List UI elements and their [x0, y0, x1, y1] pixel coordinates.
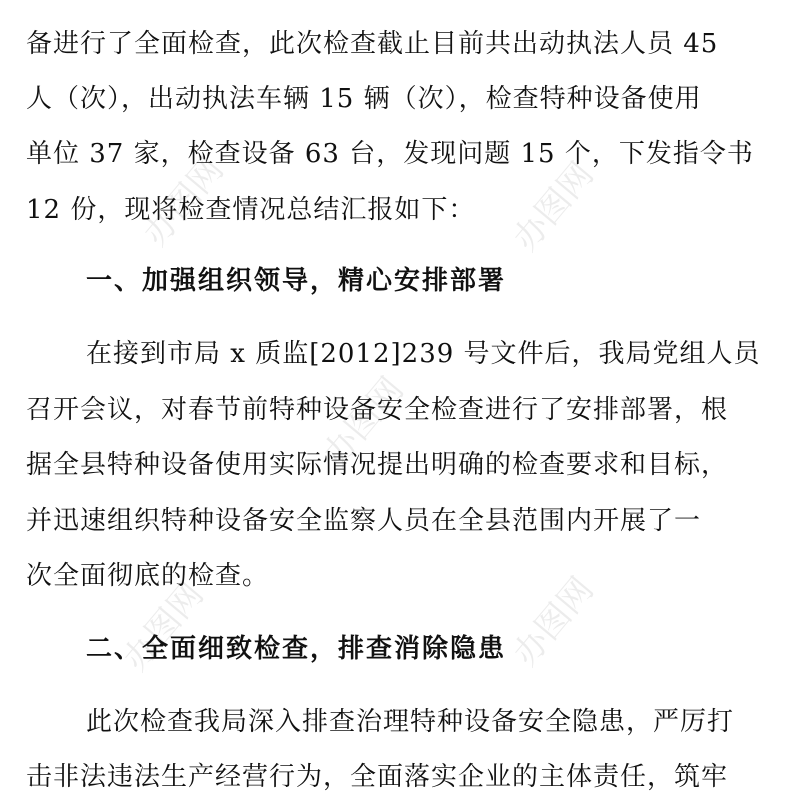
watermark: 办图网 [505, 569, 602, 674]
paragraph-line: 击非法违法生产经营行为，全面落实企业的主体责任，筑牢 [26, 762, 729, 792]
paragraph-line: 单位 37 家，检查设备 63 台，发现问题 15 个，下发指令书 [26, 139, 754, 169]
paragraph-line: 召开会议，对春节前特种设备安全检查进行了安排部署，根 [26, 395, 729, 425]
watermark: 办图网 [505, 154, 602, 259]
section-heading-1: 一、加强组织领导，精心安排部署 [86, 266, 507, 296]
watermark: 办图网 [135, 149, 232, 254]
paragraph-line: 并迅速组织特种设备安全监察人员在全县范围内开展了一 [26, 506, 702, 536]
paragraph-line: 在接到市局 x 质监[2012]239 号文件后，我局党组人员 [86, 339, 761, 369]
watermark: 办图网 [115, 574, 212, 679]
paragraph-line: 12 份，现将检查情况总结汇报如下： [26, 195, 476, 225]
paragraph-line: 据全县特种设备使用实际情况提出明确的检查要求和目标， [26, 450, 729, 480]
paragraph-line: 人（次），出动执法车辆 15 辆（次），检查特种设备使用 [26, 84, 702, 114]
paragraph-line: 次全面彻底的检查。 [26, 561, 270, 591]
section-heading-2: 二、全面细致检查，排查消除隐患 [86, 634, 507, 664]
paragraph-line: 备进行了全面检查，此次检查截止目前共出动执法人员 45 [26, 29, 719, 59]
paragraph-line: 此次检查我局深入排查治理特种设备安全隐患，严厉打 [86, 707, 735, 737]
watermark: 办图网 [315, 369, 412, 474]
